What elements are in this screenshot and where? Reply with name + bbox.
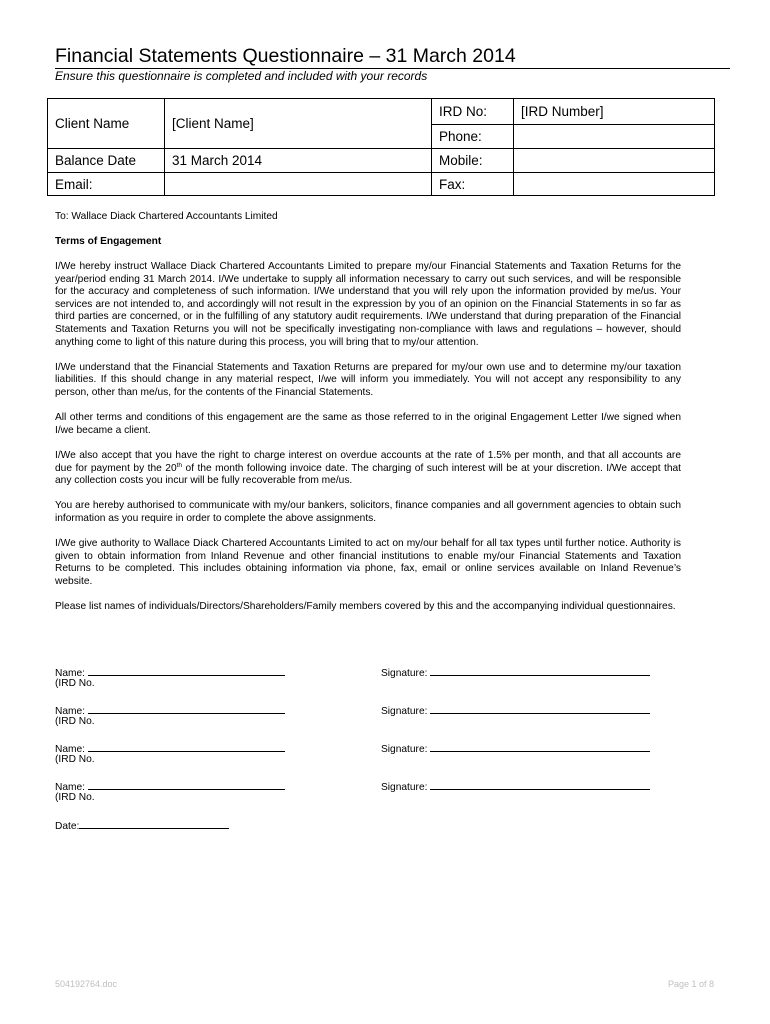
ird-value[interactable]: [IRD Number]	[514, 99, 715, 125]
paragraph-tax-authority: I/We give authority to Wallace Diack Chartered Accountants Limited to act on my/our behalf for all tax types until further notice. Authority is given to obtain information from Inland Revenue and other financial institutions to enable my/our Financial Statements and Taxation Returns to be completed. This includes obtaining information via phone, fax, email or online services available on Inland Revenue’s website.	[55, 538, 681, 587]
paragraph-authorisation: You are hereby authorised to communicate with my/our bankers, solicitors, finance companies and all government agencies to obtain such information as you require in order to complete the above assignments.	[55, 500, 681, 524]
interest-text-b: of the month following invoice date. The charging of such interest will be at your discretion. I/We accept that any collection costs you incur will be fully recoverable from me/us.	[55, 462, 682, 487]
client-name-label: Client Name	[48, 99, 165, 149]
paragraph-list-names: Please list names of individuals/Directors/Shareholders/Family members covered by this and the accompanying individual questionnaires.	[55, 601, 676, 613]
signature-line[interactable]	[430, 741, 650, 752]
signature-line[interactable]	[430, 703, 650, 714]
signature-label: Signature:	[381, 706, 431, 717]
signature-label: Signature:	[381, 668, 431, 679]
ird-number-label: (IRD No.	[55, 716, 95, 727]
interest-text-a: I/We also accept that you have the right to charge interest on overdue accounts at the rate of 1.5% per month, and that all accounts are due for payment by the 20	[55, 449, 681, 474]
name-line[interactable]	[88, 665, 285, 676]
footer-doc-id: 504192764.doc	[55, 979, 118, 989]
date-label: Date:	[55, 821, 80, 832]
paragraph-terms: All other terms and conditions of this engagement are the same as those referred to in the original Engagement Letter I/we signed when I/we became a client.	[55, 412, 681, 436]
signature-label: Signature:	[381, 744, 431, 755]
name-line[interactable]	[88, 779, 285, 790]
name-label: Name:	[55, 706, 88, 717]
name-label: Name:	[55, 782, 88, 793]
name-label: Name:	[55, 668, 88, 679]
ird-number-label: (IRD No.	[55, 754, 95, 765]
terms-heading: Terms of Engagement	[55, 236, 162, 248]
signature-label: Signature:	[381, 782, 431, 793]
signature-block	[55, 703, 695, 729]
signature-block	[55, 741, 695, 767]
signature-line[interactable]	[430, 779, 650, 790]
ird-label: IRD No:	[432, 99, 514, 125]
date-line[interactable]	[79, 818, 229, 829]
paragraph-instruction: I/We hereby instruct Wallace Diack Chartered Accountants Limited to prepare my/our Financial Statements and Taxation Returns for the year/period ending 31 March 2014. I/We undertake to supply all information necessary to carry out such services, and will be responsible for the accuracy and completeness of such information. I/We understand that you will rely upon the information provided by me/us. Your services are not intended to, and accordingly will not result in the expression by you of an opinion on the Financial Statements in so far as third parties are concerned, or in the fulfilling of any statutory audit requirements. I/We understand that during preparation of the Financial Statements and Taxation Returns you will not be specifically investigating non-compliance with laws and regulations – however, should anything come to light of this nature during this process, you will bring that to my/our attention.	[55, 261, 681, 348]
client-details-table	[47, 98, 715, 196]
date-row	[55, 818, 229, 832]
phone-label: Phone:	[432, 125, 514, 149]
balance-date-label: Balance Date	[48, 149, 165, 173]
ird-number-label: (IRD No.	[55, 792, 95, 803]
mobile-label: Mobile:	[432, 149, 514, 173]
balance-date-value[interactable]: 31 March 2014	[165, 149, 432, 173]
page-subtitle: Ensure this questionnaire is completed and included with your records	[55, 69, 428, 83]
footer-page-number: Page 1 of 8	[667, 979, 714, 989]
fax-value[interactable]	[514, 173, 715, 196]
name-line[interactable]	[88, 741, 285, 752]
email-label: Email:	[48, 173, 165, 196]
ird-number-label: (IRD No.	[55, 678, 95, 689]
engagement-letter	[55, 211, 681, 626]
email-value[interactable]	[165, 173, 432, 196]
client-name-value[interactable]: [Client Name]	[165, 99, 432, 149]
paragraph-interest	[55, 450, 681, 488]
paragraph-use: I/We understand that the Financial Statements and Taxation Returns are prepared for my/our own use and to determine my/our taxation liabilities. If this should change in any material respect, I/we will inform you immediately. You will not accept any responsibility to any person, other than me/us, for the contents of the Financial Statements.	[55, 361, 681, 399]
signature-line[interactable]	[430, 665, 650, 676]
name-label: Name:	[55, 744, 88, 755]
signature-block	[55, 665, 695, 691]
fax-label: Fax:	[432, 173, 514, 196]
phone-value[interactable]	[514, 125, 715, 149]
signature-block	[55, 779, 695, 805]
mobile-value[interactable]	[514, 149, 715, 173]
ordinal-suffix: th	[176, 461, 183, 469]
to-line: To: Wallace Diack Chartered Accountants Limited	[55, 211, 278, 222]
page-title: Financial Statements Questionnaire – 31 March 2014	[55, 45, 516, 67]
name-line[interactable]	[88, 703, 285, 714]
